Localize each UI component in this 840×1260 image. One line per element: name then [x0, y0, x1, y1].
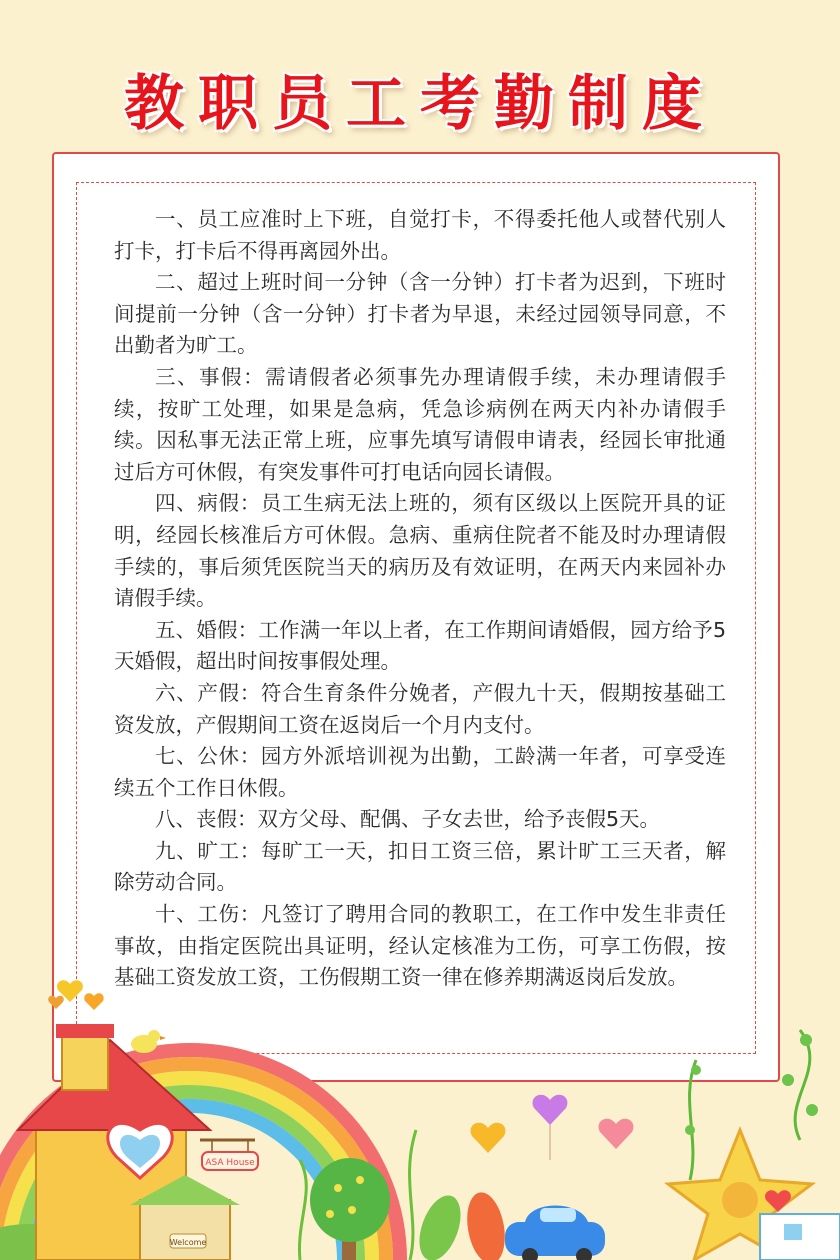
rule-paragraph: 二、超过上班时间一分钟（含一分钟）打卡者为迟到，下班时间提前一分钟（含一分钟）打卡者为早退，未经过园领导同意，不出勤者为旷工。 [114, 270, 726, 358]
house-sign [200, 1140, 258, 1170]
small-house-illustration [760, 1214, 840, 1260]
car-illustration [505, 1206, 605, 1260]
svg-text:ASA House: ASA House [205, 1158, 255, 1168]
heart-balloon-icon [533, 1095, 568, 1125]
leaf-icon [411, 1190, 468, 1260]
vine-icon [410, 1130, 416, 1260]
vine-icon [690, 1060, 696, 1180]
rule-paragraph: 一、员工应准时上下班，自觉打卡，不得委托他人或替代别人打卡，打卡后不得再离园外出。 [114, 207, 726, 263]
page-title: 教职员工考勤制度 [124, 69, 716, 139]
rule-paragraph: 六、产假：符合生育条件分娩者，产假九十天，假期按基础工资发放，产假期间工资在返岗后一个月内支付。 [114, 680, 726, 737]
rule-paragraph: 四、病假：员工生病无法上班的，须有区级以上医院开具的证明，经园长核准后方可休假。急病、重病住院者不能及时办理请假手续的，事后须凭医院当天的病历及有效证明，在两天内来园补办请假手续。 [114, 491, 726, 611]
rule-paragraph: 七、公休：园方外派培训视为出勤，工龄满一年者，可享受连续五个工作日休假。 [114, 744, 726, 800]
vine-icon [299, 1160, 306, 1260]
rule-paragraph: 三、事假：需请假者必须事先办理请假手续，未办理请假手续，按旷工处理，如果是急病，凭急诊病例在两天内补办请假手续。因私事无法正常上班，应事先填写请假申请表，经园长审批通过后方可休假，有突发事件可打电话向园长请假。 [114, 364, 726, 484]
leaf-icon [462, 1189, 510, 1260]
door-sign: Welcome [169, 1238, 207, 1247]
heart-icon [48, 996, 64, 1009]
heart-balloon-icon [599, 1119, 634, 1149]
rule-paragraph: 八、丧假：双方父母、配偶、子女去世，给予丧假5天。 [155, 807, 661, 832]
rule-paragraph: 九、旷工：每旷工一天，扣日工资三倍，累计旷工三天者，解除劳动合同。 [114, 838, 726, 895]
heart-icon [84, 993, 103, 1010]
heart-balloon-icon [471, 1123, 506, 1153]
rule-paragraph: 五、婚假：工作满一年以上者，在工作期间请婚假，园方给予5天婚假，超出时间按事假处理。 [114, 617, 726, 674]
rule-paragraph: 十、工伤：凡签订了聘用合同的教职工，在工作中发生非责任事故，由指定医院出具证明，经认定核准为工伤，可享工伤假，按基础工资发放工资，工伤假期工资一律在修养期满返岗后发放。 [114, 902, 726, 990]
vine-icon [795, 1030, 810, 1140]
